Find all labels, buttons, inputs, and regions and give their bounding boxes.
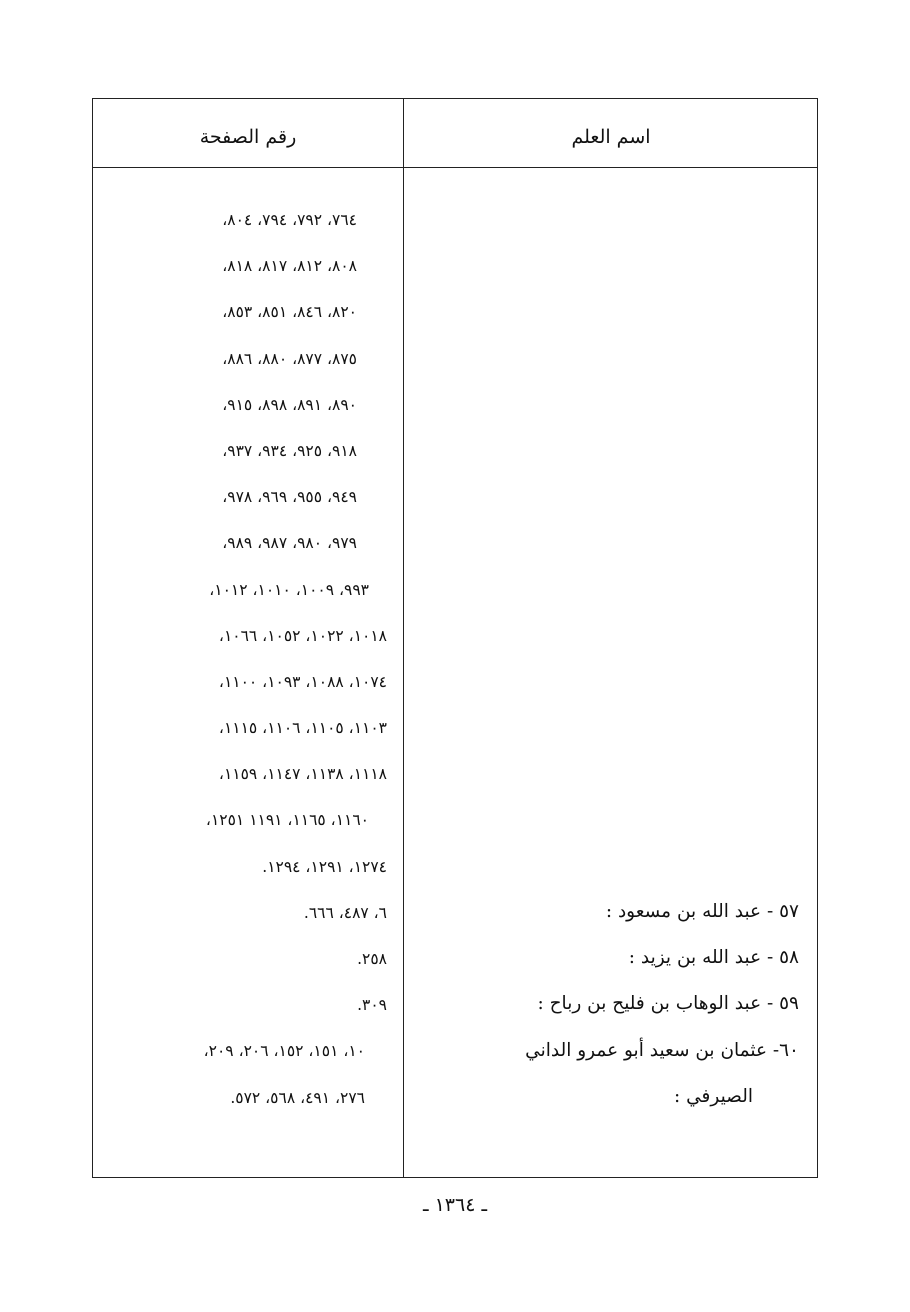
page-row: ٩٧٩، ٩٨٠، ٩٨٧، ٩٨٩، [222, 534, 357, 553]
page-row: ٨٠٨، ٨١٢، ٨١٧، ٨١٨، [222, 257, 357, 276]
name-entry: ٥٧ - عبد الله بن مسعود : [605, 901, 799, 922]
name-entry: ٥٨ - عبد الله بن يزيد : [628, 947, 799, 969]
page-row: ٢٧٦، ٤٩١، ٥٦٨، ٥٧٢. [230, 1088, 365, 1107]
name-entry-continuation: الصيرفي : [674, 1085, 753, 1107]
page-row: ١٠١٨، ١٠٢٢، ١٠٥٢، ١٠٦٦، [218, 626, 387, 645]
page-row: ٩٩٣، ١٠٠٩، ١٠١٠، ١٠١٢، [209, 580, 369, 599]
column-divider [403, 99, 404, 1177]
page-row: ٨٢٠، ٨٤٦، ٨٥١، ٨٥٣، [222, 303, 357, 322]
page-row: ٧٦٤، ٧٩٢، ٧٩٤، ٨٠٤، [222, 211, 357, 229]
page-row: ١١٠٣، ١١٠٥، ١١٠٦، ١١١٥، [218, 719, 387, 738]
page-number: ـ ١٣٦٤ ـ [422, 1194, 488, 1216]
page-row: ٨٧٥، ٨٧٧، ٨٨٠، ٨٨٦، [222, 349, 357, 368]
page-row: ٨٩٠، ٨٩١، ٨٩٨، ٩١٥، [222, 395, 357, 414]
page-row: ٩١٨، ٩٢٥، ٩٣٤، ٩٣٧، [222, 441, 357, 460]
header-divider [93, 167, 817, 168]
names-column [409, 889, 799, 1120]
page-row: ٦، ٤٨٧، ٦٦٦. [303, 903, 387, 922]
index-table [92, 98, 818, 1178]
page-row: ١٢٧٤، ١٢٩١، ١٢٩٤. [262, 857, 387, 876]
page-row: ١٠، ١٥١، ١٥٢، ٢٠٦، ٢٠٩، [203, 1042, 365, 1061]
page-row: ٣٠٩. [357, 996, 387, 1015]
page-row: ٩٤٩، ٩٥٥، ٩٦٩، ٩٧٨، [222, 488, 357, 507]
header-page-number: رقم الصفحة [199, 126, 297, 148]
name-entry: ٦٠- عثمان بن سعيد أبو عمرو الداني [525, 1039, 799, 1061]
page-numbers-column [107, 197, 397, 1121]
name-entry: ٥٩ - عبد الوهاب بن فليح بن رباح : [537, 993, 799, 1015]
page-row: ١١٦٠، ١١٦٥، ١١٩١ ١٢٥١، [205, 811, 369, 830]
page-row: ٢٥٨. [357, 950, 387, 968]
page-row: ١٠٧٤، ١٠٨٨، ١٠٩٣، ١١٠٠، [218, 672, 387, 691]
header-name: اسم العلم [571, 126, 651, 148]
page-row: ١١١٨، ١١٣٨، ١١٤٧، ١١٥٩، [218, 765, 387, 784]
